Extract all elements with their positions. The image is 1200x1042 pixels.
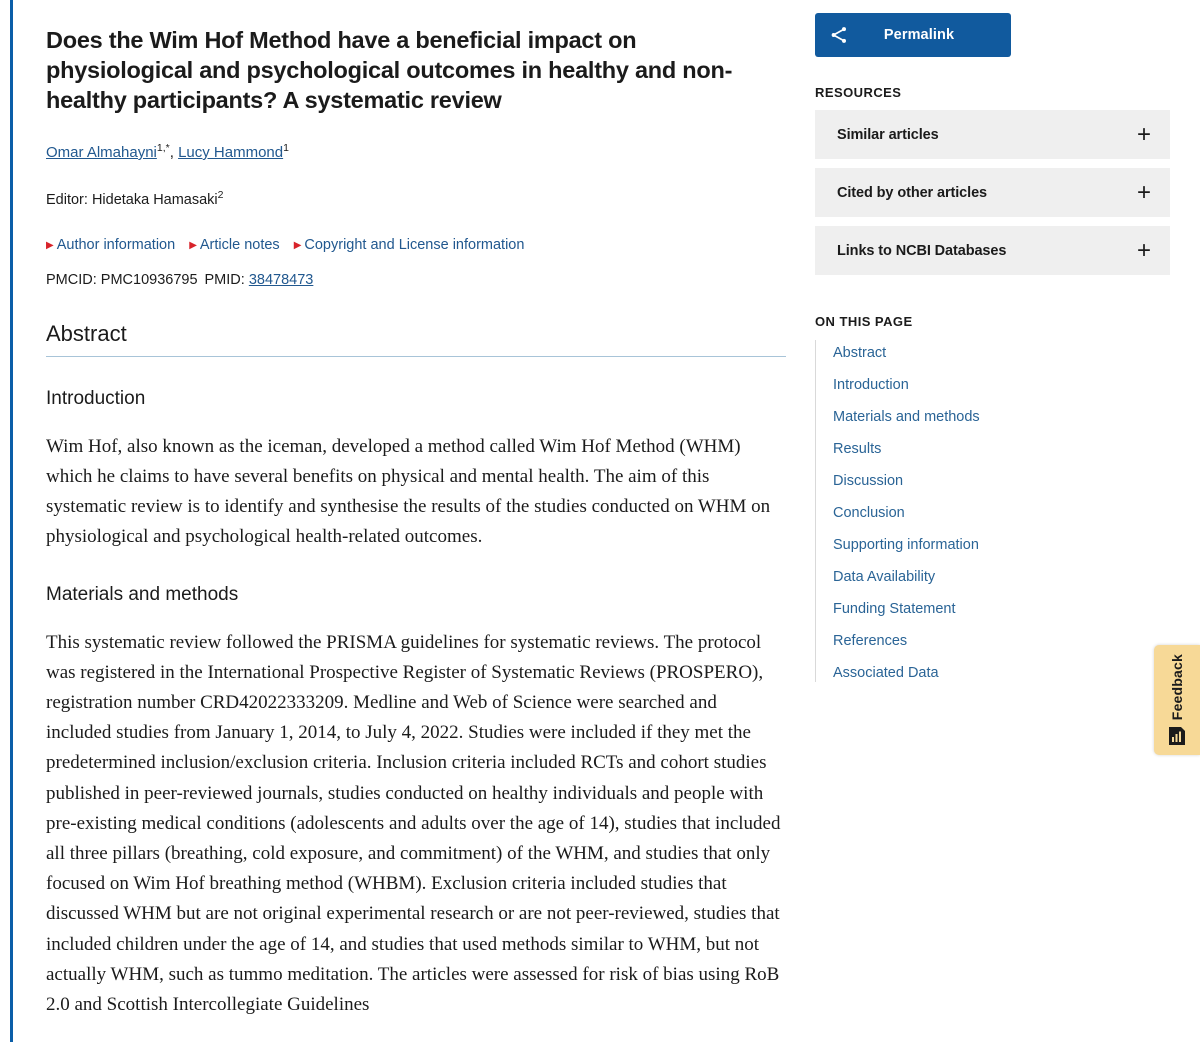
toc-item-introduction[interactable]: Introduction <box>833 377 909 393</box>
plus-icon[interactable]: + <box>1136 236 1151 264</box>
pmid-label: PMID: <box>204 271 249 288</box>
pmid-link[interactable]: 38478473 <box>248 271 314 288</box>
article-main-column <box>46 0 788 1039</box>
toc-item-materials-and-methods[interactable]: Materials and methods <box>833 409 980 425</box>
pmcid-text: PMCID: PMC10936795 <box>46 271 198 288</box>
copyright-license-link[interactable]: Copyright and License information <box>304 236 525 253</box>
resource-item-similar-articles[interactable] <box>815 110 1170 159</box>
resources-heading: RESOURCES <box>815 85 902 100</box>
feedback-tab-label: Feedback <box>1169 653 1185 721</box>
resource-label: Cited by other articles <box>837 184 987 201</box>
author-list <box>46 138 788 163</box>
toc-item-data-availability[interactable]: Data Availability <box>833 569 936 585</box>
on-this-page-heading: ON THIS PAGE <box>815 314 913 329</box>
toc-item-associated-data[interactable]: Associated Data <box>833 665 939 681</box>
share-icon <box>829 25 849 45</box>
sidebar <box>815 0 1175 682</box>
editor-line <box>46 185 788 210</box>
page-title: Does the Wim Hof Method have a beneficial impact on physiological and psychological outcomes in healthy and non-healthy participants? A systematic review <box>46 27 733 113</box>
toc-item-results[interactable]: Results <box>833 441 882 457</box>
section-heading-materials-and-methods: Materials and methods <box>46 583 239 605</box>
editor-label: Editor: <box>46 191 92 208</box>
section-heading-introduction: Introduction <box>46 387 146 409</box>
plus-icon[interactable]: + <box>1136 178 1151 206</box>
author-link-1[interactable] <box>46 144 157 161</box>
bar-chart-icon <box>1168 726 1186 746</box>
article-meta-links <box>46 235 788 257</box>
triangle-right-icon: ▶ <box>293 239 302 251</box>
author-name-2: Lucy Hammond <box>178 144 284 161</box>
toc-item-discussion[interactable]: Discussion <box>833 473 904 489</box>
resource-label: Links to NCBI Databases <box>837 242 1007 259</box>
resource-label: Similar articles <box>837 126 939 143</box>
editor-affiliation: 2 <box>217 189 224 201</box>
author-affiliation-2: 1 <box>283 142 289 154</box>
section-paragraph-materials-and-methods: This systematic review followed the PRISMA guidelines for systematic reviews. The protocol was registered in the International Prospective Register of Systematic Reviews (PROSPERO), registration number CRD42022333209. Medline and Web of Science were searched and included studies from January 1, 2014, to July 4, 2022. Studies were included if they met the predetermined inclusion/exclusion criteria. Inclusion criteria included RCTs and cohort studies published in peer-reviewed journals, studies conducted on healthy individuals and people with pre-existing medical conditions (adolescents and adults over the age of 14), studies that included all three pillars (breathing, cold exposure, and commitment) of the WHM, and studies that only focused on Wim Hof breathing method (WHBM). Exclusion criteria included studies that discussed WHM but are not original experimental research or are not peer-reviewed, studies that included children under the age of 14, and studies that used methods similar to WHM, but not actually WHM, such as tummo meditation. The articles were assessed for risk of bias using RoB 2.0 and Scottish Intercollegiate Guidelines <box>46 631 781 1016</box>
author-affiliation-1: 1,* <box>156 142 170 154</box>
triangle-right-icon: ▶ <box>46 239 54 251</box>
feedback-tab[interactable] <box>1154 645 1200 755</box>
article-identifiers <box>46 270 788 290</box>
editor-name: Hidetaka Hamasaki <box>91 191 218 208</box>
toc-item-conclusion[interactable]: Conclusion <box>833 505 905 521</box>
author-name-1: Omar Almahayni <box>46 144 157 161</box>
resources-list <box>815 110 1170 275</box>
toc-item-funding-statement[interactable]: Funding Statement <box>833 601 956 617</box>
resource-item-cited-by-other-articles[interactable] <box>815 168 1170 217</box>
permalink-button-label: Permalink <box>883 27 955 43</box>
author-link-2[interactable] <box>178 144 283 161</box>
article-notes-link[interactable]: Article notes <box>199 236 280 253</box>
toc-item-abstract[interactable]: Abstract <box>833 345 887 361</box>
author-separator: , <box>169 144 179 161</box>
section-paragraph-introduction: Wim Hof, also known as the iceman, developed a method called Wim Hof Method (WHM) which he claims to have several benefits on physical and mental health. The aim of this systematic review is to identify and synthesise the results of the studies conducted on WHM on physiological and psychological health-related outcomes. <box>46 435 771 548</box>
plus-icon[interactable]: + <box>1136 120 1151 148</box>
on-this-page-nav <box>815 340 1155 682</box>
author-information-link[interactable]: Author information <box>56 236 176 253</box>
toc-item-references[interactable]: References <box>833 633 908 649</box>
triangle-right-icon: ▶ <box>189 239 197 251</box>
toc-item-supporting-information[interactable]: Supporting information <box>833 537 979 553</box>
permalink-button[interactable] <box>815 13 1011 57</box>
resource-item-links-to-ncbi-databases[interactable] <box>815 226 1170 275</box>
abstract-heading: Abstract <box>46 321 786 357</box>
